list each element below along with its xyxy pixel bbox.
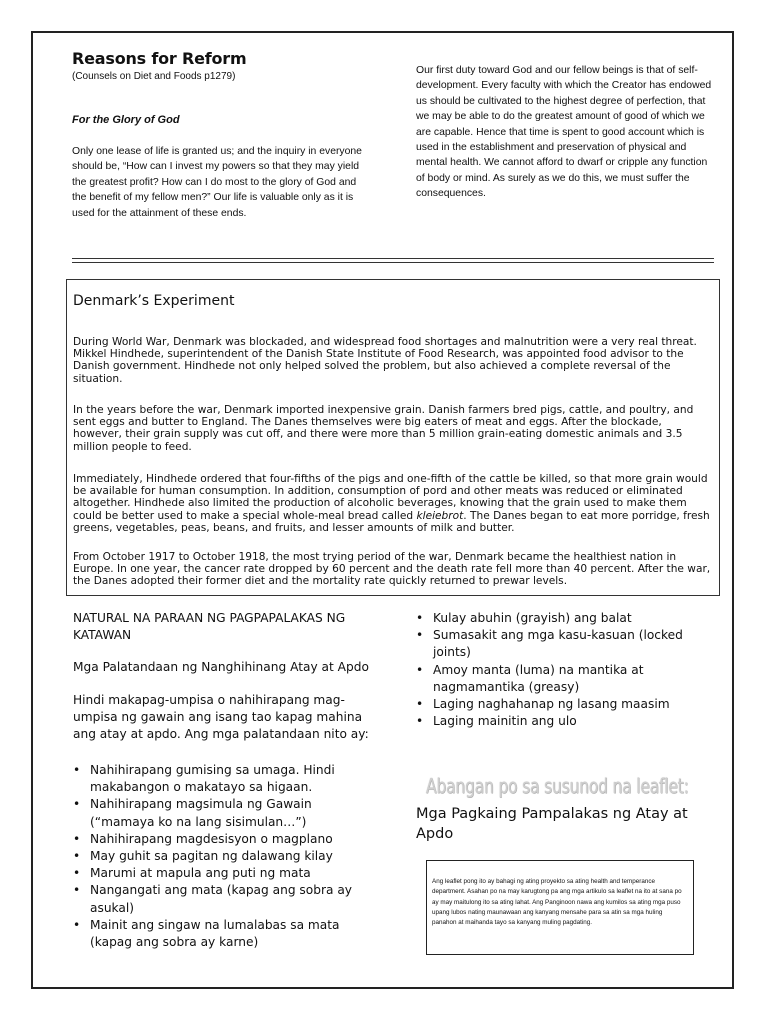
palatandaan-subheading: Mga Palatandaan ng Nanghihinang Atay at Apdo [73,660,369,674]
list-item: • Marumi at mapula ang puti ng mata [90,865,373,882]
list-item: • Mainit ang singaw na lumalabas sa mata (kapag ang sobra ay karne) [90,917,373,951]
divider-line-top [72,258,714,259]
denmark-experiment-box [66,279,720,596]
abangan-banner: Abangan po sa susunod na leaflet: [426,774,689,798]
reform-right-paragraph: Our first duty toward God and our fellow beings is that of self-development. Every faculty with which the Creator has endowed us should be cultivated to the highest degree of perfection, that we may be able to do the greatest amount of good of which we are capable. Hence that time is spent to good account which is used in the establishment and preservation of physical and mental health. We cannot afford to dwarf or cripple any function of body or mind. As surely as we do this, we must suffer the consequences. [416,65,712,200]
tagalog-right-column [416,610,716,730]
reform-source: (Counsels on Diet and Foods p1279) [72,71,236,82]
note-box [426,860,694,955]
denmark-paragraph-1: During World War, Denmark was blockaded, and widespread food shortages and malnutrition were a very real threat. Mikkel Hindhede, superintendent of the Danish State Institute of Food Research, was appointed food advisor to the Danish government. Hindhede not only helped solved the problem, but also achieved a complete reversal of the situation. [73,336,697,385]
list-item: • Amoy manta (luma) na mantika at nagmamantika (greasy) [433,662,716,696]
list-item: • Nahihirapang magdesisyon o magplano [90,831,373,848]
list-item: • Laging naghahanap ng lasang maasim [433,696,716,713]
reform-right-column [416,63,714,202]
reform-title: Reasons for Reform [72,49,247,68]
list-item: • Nangangati ang mata (kapag ang sobra ay asukal) [90,882,373,916]
tagalog-left-column [73,610,373,951]
denmark-paragraph-3 [73,473,713,534]
reform-left-column [72,49,368,221]
divider-line-bottom [72,262,714,263]
list-item: • May guhit sa pagitan ng dalawang kilay [90,848,373,865]
denmark-paragraph-3-start: Immediately, Hindhede ordered that four-fifths of the pigs and one-fifth of the cattle be killed, so that more grain would be available for human consumption. In addition, consumption of pord and other meats was reduced or eliminated altogether. Hindhede also limited the production of alcoholic beverages, knowing that the grain used to make them could be better used to make a special whole-meal bread called [73,473,708,522]
natural-heading: NATURAL NA PARAAN NG PAGPAPALAKAS NG KATAWAN [73,611,346,642]
denmark-paragraph-4: From October 1917 to October 1918, the most trying period of the war, Denmark became the healthiest nation in Europe. In one year, the cancer rate dropped by 60 percent and the death rate fell more than 40 percent. After the war, the Danes adopted their former diet and the mortality rate quickly returned to prewar levels. [73,551,711,588]
glory-heading: For the Glory of God [72,114,180,126]
reform-left-paragraph: Only one lease of life is granted us; and the inquiry in everyone should be, “How can I invest my powers so that they may yield the greatest profit? How can I do most to the glory of God and the benefit of my fellow men?” Our life is valuable only as it is used for the attainment of these ends. [72,146,362,219]
denmark-title: Denmark’s Experiment [73,293,235,309]
note-text: Ang leaflet pong ito ay bahagi ng ating proyekto sa ating health and temperance department. Asahan po na may karugtong pa ang mga artikulo sa leaflet na ito at sana po ay may maitulong ito sa ating lahat. Ang Panginoon nawa ang kumilos sa ating mga puso upang lubos nating maunawaan ang kanyang mensahe para sa atin sa mga huling panahon at maihanda tayo sa kanyang muling pagdating. [432,878,682,927]
list-item: • Nahihirapang gumising sa umaga. Hindi makabangon o makatayo sa higaan. [90,762,373,796]
list-item: • Nahihirapang magsimula ng Gawain (“mamaya ko na lang sisimulan…”) [90,796,373,830]
kleiebrot-term: kleiebrot [416,509,464,522]
denmark-paragraph-2: In the years before the war, Denmark imported inexpensive grain. Danish farmers bred pigs, cattle, and poultry, and sent eggs and butter to England. The Danes themselves were big eaters of meat and eggs. After the blockade, however, their grain supply was cut off, and there were more than 5 million grain-eating domestic animals and 3.5 million people to feed. [73,404,694,453]
list-item: • Laging mainitin ang ulo [433,713,716,730]
next-leaflet-title: Mga Pagkaing Pampalakas ng Atay at Apdo [416,806,688,842]
list-item: • Kulay abuhin (grayish) ang balat [433,610,716,627]
denmark-paragraph-3-end: . The Danes began to eat more porridge, fresh greens, vegetables, peas, beans, and fruits, and lesser amounts of milk and butter. [73,509,710,534]
intro-paragraph: Hindi makapag-umpisa o nahihirapang mag-umpisa ng gawain ang isang tao kapag mahina ang atay at apdo. Ang mga palatandaan nito ay: [73,693,369,741]
list-item: • Sumasakit ang mga kasu-kasuan (locked joints) [433,627,716,661]
signs-list-right [416,610,716,730]
signs-list-left [73,762,373,951]
